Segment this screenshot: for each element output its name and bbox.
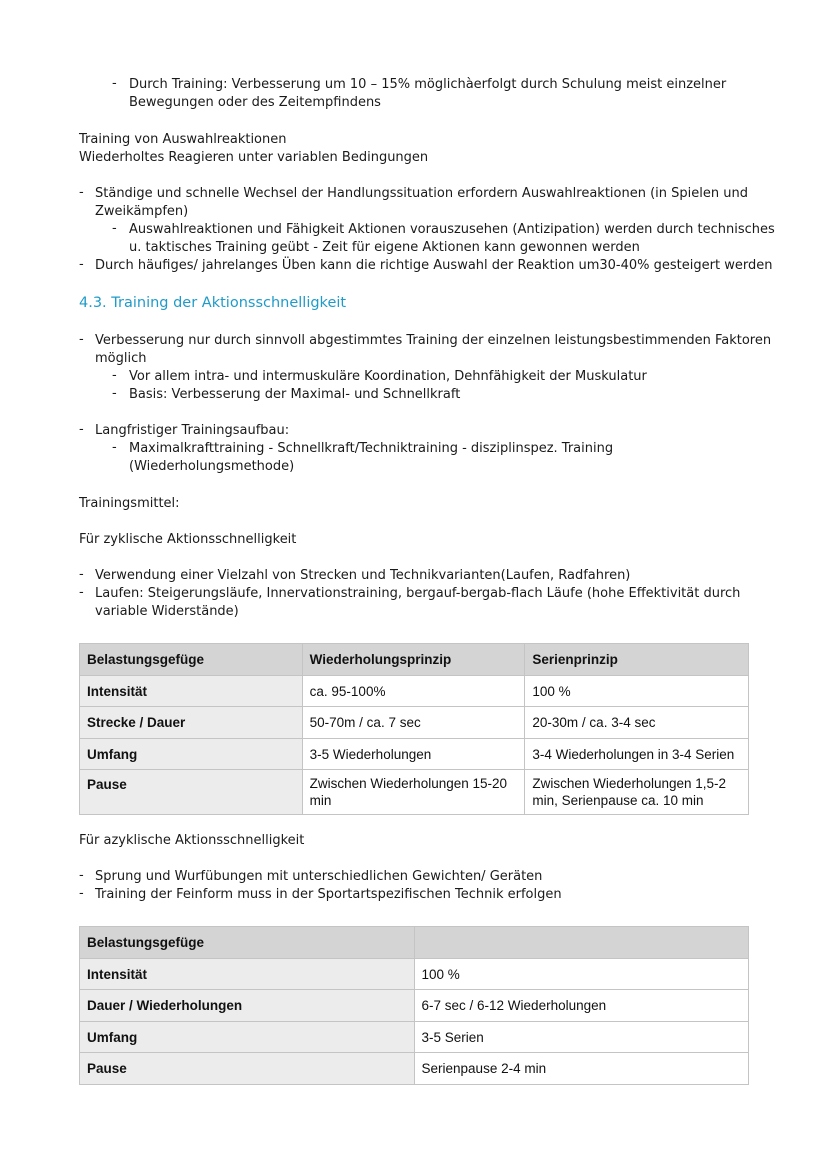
- auswahl-subtitle: Wiederholtes Reagieren unter variablen Bedingungen: [79, 150, 429, 165]
- bullet-dash: -: [112, 440, 117, 455]
- auswahl-bullet-3: Durch häufiges/ jahrelanges Üben kann die richtige Auswahl der Reaktion um30-40% gesteigert werden: [95, 258, 773, 273]
- section-heading: 4.3. Training der Aktionsschnelligkeit: [79, 295, 347, 311]
- table-cell: 3-5 Wiederholungen: [302, 739, 525, 770]
- table-cell: ca. 95-100%: [302, 676, 525, 707]
- table-row: [80, 1053, 749, 1085]
- auswahl-bullet-1-line-2: Zweikämpfen): [95, 204, 189, 219]
- section-sub-bullet-1a: Vor allem intra- und intermuskuläre Koordination, Dehnfähigkeit der Muskulatur: [129, 369, 647, 384]
- table-row-label: Intensität: [80, 676, 303, 707]
- table-row: [80, 770, 749, 815]
- table-header-cell: Serienprinzip: [525, 644, 749, 676]
- table-cell: Serienpause 2-4 min: [414, 1053, 748, 1085]
- bullet-dash: -: [79, 422, 84, 437]
- table-row-label: Dauer / Wiederholungen: [80, 990, 415, 1022]
- zyklisch-bullet-2-line-1: Laufen: Steigerungsläufe, Innervationstraining, bergauf-bergab-flach Läufe (hohe Effektivität durch: [95, 586, 741, 601]
- table-row-label: Strecke / Dauer: [80, 707, 303, 739]
- section-bullet-2: Langfristiger Trainingsaufbau:: [95, 423, 290, 438]
- bullet-dash: -: [79, 868, 84, 883]
- section-sub-bullet-2a-line-2: (Wiederholungsmethode): [129, 459, 295, 474]
- table-row: [80, 1022, 749, 1053]
- table-cell: 20-30m / ca. 3-4 sec: [525, 707, 749, 739]
- trainingsmittel-label: Trainingsmittel:: [79, 496, 180, 511]
- table-header-cell: Belastungsgefüge: [80, 644, 303, 676]
- table-header-cell: [414, 927, 748, 959]
- bullet-dash: -: [79, 332, 84, 347]
- table-row-label: Umfang: [80, 1022, 415, 1053]
- bullet-dash: -: [79, 257, 84, 272]
- zyklisch-bullet-1: Verwendung einer Vielzahl von Strecken und Technikvarianten(Laufen, Radfahren): [95, 568, 631, 583]
- table-header-cell: Belastungsgefüge: [80, 927, 415, 959]
- azyklisch-bullet-2: Training der Feinform muss in der Sportartspezifischen Technik erfolgen: [95, 887, 562, 902]
- table-row: [80, 676, 749, 707]
- section-sub-bullet-1b: Basis: Verbesserung der Maximal- und Schnellkraft: [129, 387, 461, 402]
- table-header-cell: Wiederholungsprinzip: [302, 644, 525, 676]
- table-row: [80, 707, 749, 739]
- table-header-row: [80, 927, 749, 959]
- zyklisch-title: Für zyklische Aktionsschnelligkeit: [79, 532, 297, 547]
- table-row-label: Intensität: [80, 959, 415, 990]
- section-bullet-1-line-1: Verbesserung nur durch sinnvoll abgestimmtes Training der einzelnen leistungsbestimmenden Faktoren: [95, 333, 772, 348]
- table-header-row: [80, 644, 749, 676]
- azyklisch-bullet-1: Sprung und Wurfübungen mit unterschiedlichen Gewichten/ Geräten: [95, 869, 543, 884]
- table-cell: Zwischen Wiederholungen 15-20 min: [302, 770, 525, 815]
- bullet-dash: -: [112, 386, 117, 401]
- table-row: [80, 959, 749, 990]
- auswahl-bullet-1-line-1: Ständige und schnelle Wechsel der Handlungssituation erfordern Auswahlreaktionen (in Spielen und: [95, 186, 748, 201]
- bullet-dash: -: [79, 185, 84, 200]
- table-row-label: Umfang: [80, 739, 303, 770]
- table-row: [80, 739, 749, 770]
- intro-bullet-line-2: Bewegungen oder des Zeitempfindens: [129, 95, 381, 110]
- azyklisch-title: Für azyklische Aktionsschnelligkeit: [79, 833, 305, 848]
- bullet-dash: -: [79, 567, 84, 582]
- table-cell: 3-4 Wiederholungen in 3-4 Serien: [525, 739, 749, 770]
- table-cell: 50-70m / ca. 7 sec: [302, 707, 525, 739]
- azyklisch-table: [79, 926, 749, 1085]
- bullet-dash: -: [79, 585, 84, 600]
- table-cell: Zwischen Wiederholungen 1,5-2 min, Serienpause ca. 10 min: [525, 770, 749, 815]
- table-cell: 3-5 Serien: [414, 1022, 748, 1053]
- zyklisch-bullet-2-line-2: variable Widerstände): [95, 604, 239, 619]
- table-row: [80, 990, 749, 1022]
- intro-bullet-line-1: Durch Training: Verbesserung um 10 – 15% möglichàerfolgt durch Schulung meist einzelner: [129, 77, 727, 92]
- bullet-dash: -: [112, 221, 117, 236]
- auswahl-title: Training von Auswahlreaktionen: [79, 132, 287, 147]
- table-cell: 100 %: [414, 959, 748, 990]
- bullet-dash: -: [112, 76, 117, 91]
- section-sub-bullet-2a-line-1: Maximalkrafttraining - Schnellkraft/Techniktraining - disziplinspez. Training: [129, 441, 614, 456]
- table-cell: 6-7 sec / 6-12 Wiederholungen: [414, 990, 748, 1022]
- auswahl-bullet-2-line-1: Auswahlreaktionen und Fähigkeit Aktionen vorauszusehen (Antizipation) werden durch technisches: [129, 222, 775, 237]
- auswahl-bullet-2-line-2: u. taktisches Training geübt - Zeit für eigene Aktionen kann gewonnen werden: [129, 240, 640, 255]
- bullet-dash: -: [79, 886, 84, 901]
- bullet-dash: -: [112, 368, 117, 383]
- section-bullet-1-line-2: möglich: [95, 351, 147, 366]
- table-cell: 100 %: [525, 676, 749, 707]
- table-row-label: Pause: [80, 770, 303, 815]
- table-row-label: Pause: [80, 1053, 415, 1085]
- zyklisch-table: [79, 643, 749, 815]
